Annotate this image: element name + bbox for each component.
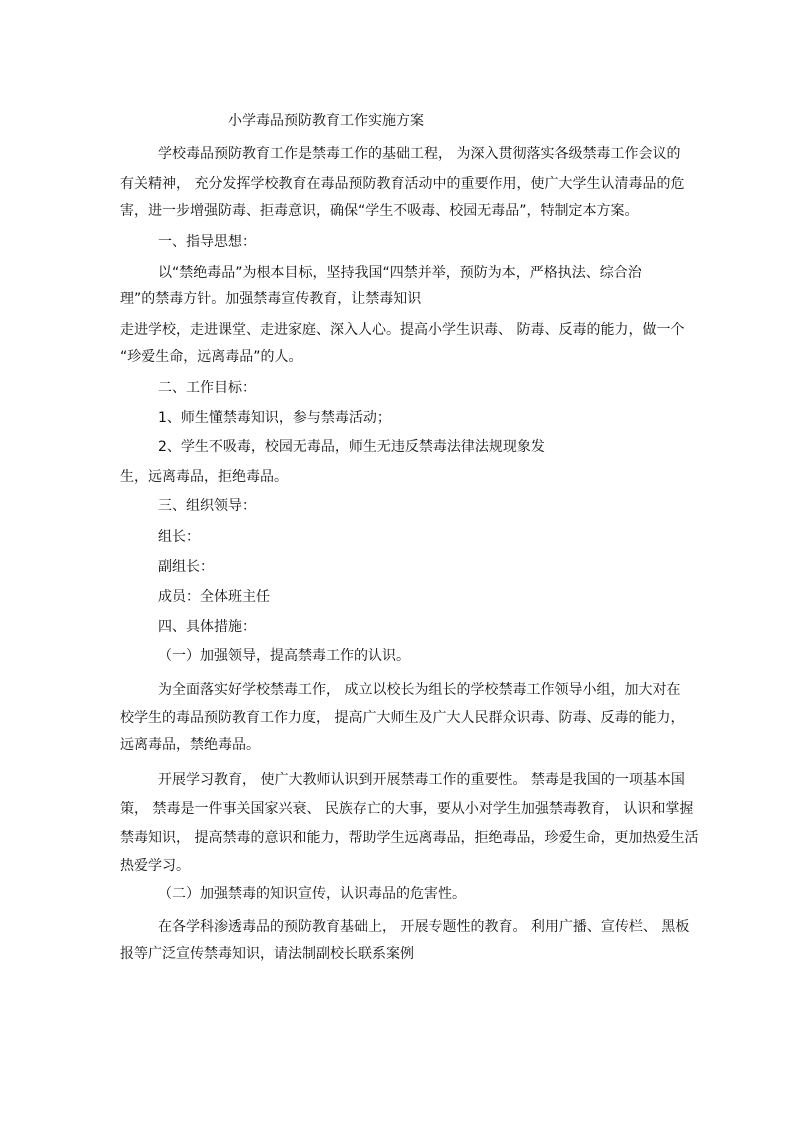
list-item: 1、师生懂禁毒知识，参与禁毒活动； <box>158 410 391 426</box>
list-item: 副组长： <box>158 559 214 575</box>
paragraph-line: 在各学科渗透毒品的预防教育基础上， 开展专题性的教育。 利用广播、宣传栏、 黑板 <box>158 919 690 935</box>
paragraph-line: 校学生的毒品预防教育工作力度， 提高广大师生及广大人民群众识毒、防毒、反毒的能力， <box>120 710 685 726</box>
section-heading: 三、组织领导： <box>158 498 256 514</box>
paragraph-line: 学校毒品预防教育工作是禁毒工作的基础工程， 为深入贯彻落实各级禁毒工作会议的 <box>158 146 681 162</box>
paragraph-line: 开展学习教育， 使广大教师认识到开展禁毒工作的重要性。 禁毒是我国的一项基本国 <box>158 772 685 788</box>
section-heading: 一、指导思想： <box>158 234 256 250</box>
section-heading: 四、具体措施： <box>158 619 256 635</box>
paragraph-line: “珍爱生命，远离毒品”的人。 <box>120 349 303 365</box>
paragraph-line: 以“禁绝毒品”为根本目标，坚持我国“四禁并举，预防为本，严格执法、综合治 <box>158 265 642 281</box>
paragraph-line: 报等广泛宣传禁毒知识，请法制副校长联系案例 <box>120 946 414 962</box>
list-item: 组长： <box>158 529 200 545</box>
subsection-heading: （二）加强禁毒的知识宣传，认识毒品的危害性。 <box>158 886 466 902</box>
subsection-heading: （一）加强领导，提高禁毒工作的认识。 <box>158 648 410 664</box>
paragraph-line: 禁毒知识， 提高禁毒的意识和能力，帮助学生远离毒品，拒绝毒品，珍爱生命，更加热爱生活 <box>120 830 699 846</box>
paragraph-line: 有关精神， 充分发挥学校教育在毒品预防教育活动中的重要作用，使广大学生认清毒品的危 <box>120 176 685 192</box>
paragraph-line: 热爱学习。 <box>120 858 190 874</box>
list-item: 2、学生不吸毒，校园无毒品，师生无违反禁毒法律法规现象发 <box>158 439 545 455</box>
paragraph-line: 害，进一步增强防毒、拒毒意识，确保“学生不吸毒、校园无毒品”，特制定本方案。 <box>120 203 639 219</box>
paragraph-line: 为全面落实好学校禁毒工作， 成立以校长为组长的学校禁毒工作领导小组，加大对在 <box>158 682 681 698</box>
paragraph-line: 走进学校，走进课堂、走进家庭、深入人心。提高小学生识毒、 防毒、反毒的能力，做一个 <box>120 322 685 338</box>
document-title: 小学毒品预防教育工作实施方案 <box>228 113 424 129</box>
paragraph-line: 策， 禁毒是一件事关国家兴衰、 民族存亡的大事，要从小对学生加强禁毒教育， 认识和掌握 <box>120 801 694 817</box>
section-heading: 二、工作目标： <box>158 380 256 396</box>
list-item: 成员：全体班主任 <box>158 589 270 605</box>
paragraph-line: 理”的禁毒方针。加强禁毒宣传教育，让禁毒知识 <box>120 291 422 307</box>
paragraph-line: 生，远离毒品，拒绝毒品。 <box>120 469 288 485</box>
paragraph-line: 远离毒品，禁绝毒品。 <box>120 737 260 753</box>
